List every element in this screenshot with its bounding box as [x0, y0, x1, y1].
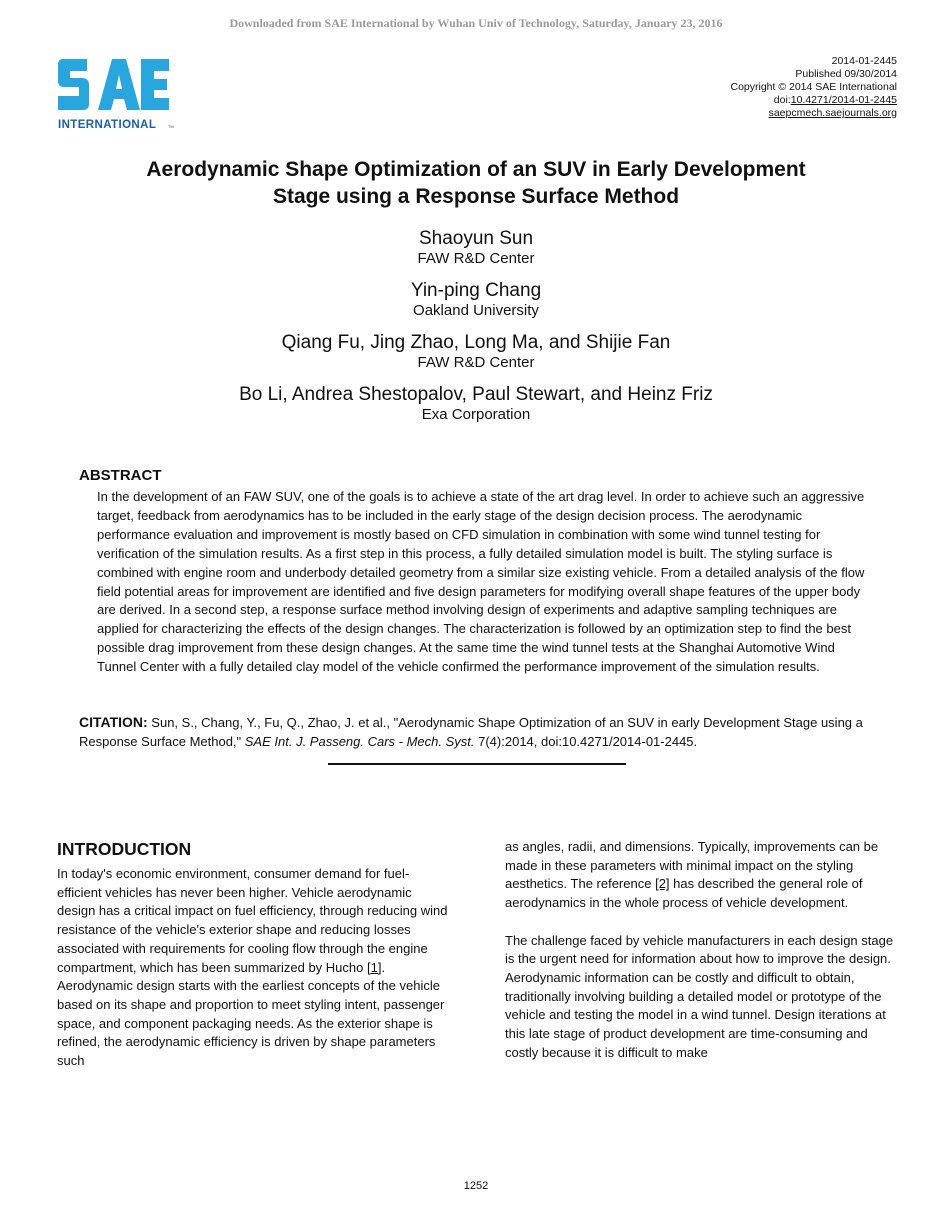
- paper-title: [60, 156, 892, 210]
- citation: [79, 713, 879, 752]
- sae-logo-subtext: INTERNATIONAL: [58, 119, 157, 131]
- author-group: [60, 332, 892, 372]
- citation-label: CITATION:: [79, 714, 148, 730]
- paper-number: 2014-01-2445: [831, 55, 897, 67]
- section-divider: [328, 763, 626, 765]
- author-affiliation: FAW R&D Center: [417, 250, 535, 267]
- paragraph: [505, 838, 900, 913]
- paragraph-text: has described the general role of aerodynamics in the whole process of vehicle development.: [505, 876, 863, 911]
- page-number: 1252: [463, 1180, 489, 1192]
- author-names: Shaoyun Sun: [418, 228, 534, 249]
- citation-text: Sun, S., Chang, Y., Fu, Q., Zhao, J. et al., "Aerodynamic Shape Optimization of an SUV in early Development Stage using a Response Surface Method,": [79, 715, 863, 749]
- author-affiliation: Exa Corporation: [421, 406, 531, 423]
- paragraph-text: as angles, radii, and dimensions. Typically, improvements can be made in these parameters with minimal impact on the styling aesthetics. The reference: [505, 839, 879, 892]
- author-names: Yin-ping Chang: [410, 280, 542, 301]
- title-line-2: Stage using a Response Surface Method: [272, 185, 680, 208]
- author-list: [60, 228, 892, 436]
- author-group: [60, 280, 892, 320]
- author-names: Qiang Fu, Jing Zhao, Long Ma, and Shijie Fan: [281, 332, 671, 353]
- reference-link[interactable]: [2]: [655, 876, 670, 892]
- paragraph-text: . Aerodynamic design starts with the earliest concepts of the vehicle based on its shape and proportion to meet styling intent, passenger space, and component packaging needs. As the exterior shape is refined, the aerodynamic efficiency is driven by shape parameters such: [57, 959, 445, 1069]
- author-affiliation: Oakland University: [413, 302, 539, 319]
- author-group: [60, 228, 892, 268]
- author-group: [60, 384, 892, 424]
- abstract-body: In the development of an FAW SUV, one of the goals is to achieve a state of the art drag level. In order to achieve such an aggressive target, feedback from aerodynamics has to be included in the early stage of the design decision process. The aerodynamic performance evaluation and improvement is mostly based on CFD simulation in combination with some wind tunnel testing for verification of the simulation results. As a first step in this process, a fully detailed simulation model is built. The styling surface is combined with engine room and underbody detailed geometry from a similar size existing vehicle. From a detailed analysis of the flow field potential areas for improvement are identified and five design parameters for modifying overall shape features of the upper body are derived. In a second step, a response surface method involving design of experiments and adaptive sampling techniques are applied for characterizing the effects of the design changes. The characterization is followed by an optimization step to find the best possible drag improvement from these design changes. At the same time the wind tunnel tests at the Shanghai Automotive Wind Tunnel Center with a fully detailed clay model of the vehicle confirmed the performance improvement of the simulation results.: [97, 489, 865, 675]
- doi-link[interactable]: 10.4271/2014-01-2445: [790, 94, 897, 106]
- copyright: Copyright © 2014 SAE International: [730, 81, 897, 93]
- svg-text:TM: TM: [168, 124, 174, 129]
- right-column: [505, 838, 900, 1081]
- published-date: Published 09/30/2014: [795, 68, 897, 80]
- title-line-1: Aerodynamic Shape Optimization of an SUV in Early Development: [146, 158, 806, 181]
- reference-link[interactable]: [1]: [366, 959, 382, 975]
- paragraph: The challenge faced by vehicle manufacturers in each design stage is the urgent need for information about how to improve the design. Aerodynamic information can be costly and difficult to obtain, traditionally involving building a detailed model or prototype of the vehicle and testing the model in a wind tunnel. Design iterations at this late stage of product development are time-consuming and costly because it is difficult to make: [505, 932, 894, 1060]
- download-banner: Downloaded from SAE International by Wuhan Univ of Technology, Saturday, January 23, 2016: [229, 16, 723, 30]
- journal-link[interactable]: saepcmech.saejournals.org: [768, 107, 897, 119]
- author-names: Bo Li, Andrea Shestopalov, Paul Stewart, and Heinz Friz: [239, 384, 713, 405]
- paper-metadata: [730, 55, 897, 120]
- paragraph-text: In today's economic environment, consumer demand for fuel-efficient vehicles has never been higher. Vehicle aerodynamic design has a critical impact on fuel efficiency, through reducing wind resistance of the vehicle's exterior shape and reducing losses associated with requirements for cooling flow through the engine compartment, which has been summarized by Hucho: [57, 866, 448, 975]
- author-affiliation: FAW R&D Center: [417, 354, 535, 371]
- paragraph: [57, 865, 452, 1071]
- citation-journal: SAE Int. J. Passeng. Cars - Mech. Syst.: [244, 733, 475, 749]
- doi-prefix: doi:: [773, 94, 791, 106]
- sae-logo-mark: [57, 56, 177, 132]
- citation-text-end: 7(4):2014, doi:10.4271/2014-01-2445.: [474, 733, 698, 749]
- left-column: [57, 865, 452, 1071]
- doi-line: [730, 94, 897, 107]
- sae-logo: [57, 56, 177, 132]
- introduction-heading: INTRODUCTION: [57, 839, 192, 859]
- abstract-heading: ABSTRACT: [79, 467, 162, 484]
